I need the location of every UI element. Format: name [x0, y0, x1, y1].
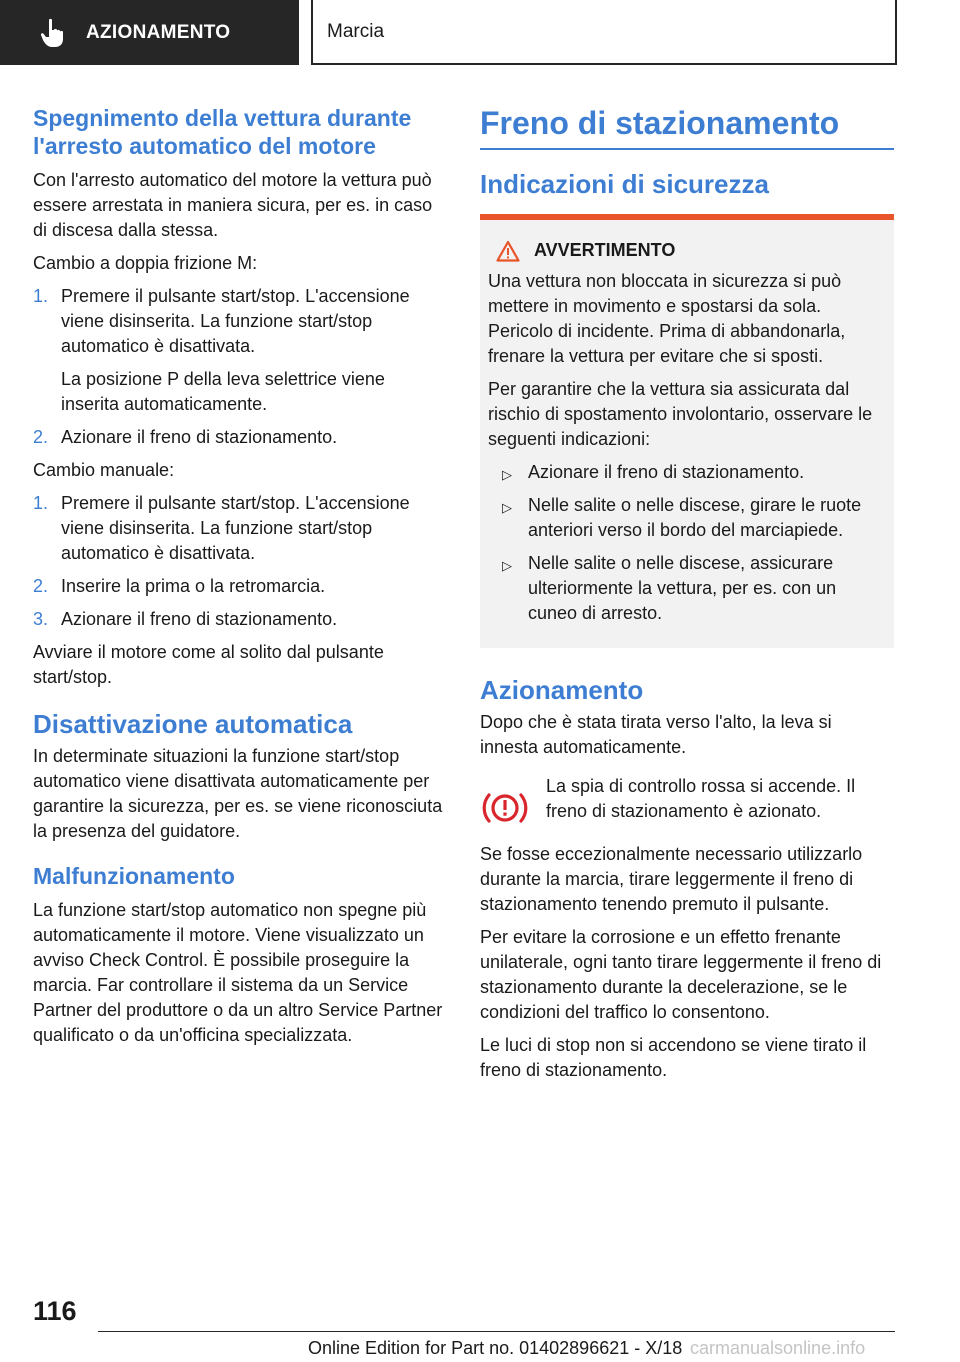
parking-brake-indicator-icon	[480, 790, 530, 826]
step-number: 2.	[33, 427, 49, 447]
page-number: 116	[33, 1296, 77, 1326]
warning-header	[488, 238, 886, 263]
step-number: 3.	[33, 609, 49, 629]
list-item	[33, 491, 447, 566]
indicator-text: La spia di controllo rossa si accende. Il freno di stazionamento è azionato.	[546, 776, 856, 821]
paragraph: Una vettura non bloccata in sicurezza si può mettere in movimento e spostarsi da sola. Pericolo di incidente. Prima di abbandonarla, frenare la vettura per evitare che si sposti.	[488, 271, 846, 366]
step-text: Azionare il freno di stazionamento.	[61, 427, 338, 447]
warning-list	[488, 460, 886, 626]
heading-freno: Freno di stazionamento	[480, 102, 894, 150]
list-item	[33, 425, 447, 450]
list-item	[502, 460, 886, 485]
list-item	[33, 574, 447, 599]
paragraph: Cambio a doppia frizione M:	[33, 253, 258, 273]
warning-triangle-icon	[496, 240, 520, 262]
section-label: AZIONAMENTO	[86, 21, 231, 43]
paragraph: Con l'arresto automatico del motore la vettura può essere arrestata in maniera sicura, per es. in caso di discesa dalla stessa.	[33, 170, 433, 240]
step-text: Inserire la prima o la retromarcia.	[61, 576, 326, 596]
warning-title: AVVERTIMENTO	[534, 240, 676, 260]
paragraph: In determinate situazioni la funzione start/stop automatico viene disattivata automaticamente per garantire la sicurezza, per es. se viene riconosciuta la presenza del guidatore.	[33, 746, 443, 841]
paragraph: Dopo che è stata tirata verso l'alto, la leva si innesta automaticamente.	[480, 712, 832, 757]
footer-edition: Online Edition for Part no. 01402896621 - X/18	[308, 1338, 683, 1358]
hand-pointer-icon	[40, 18, 66, 48]
list-item	[33, 284, 447, 417]
paragraph: Per garantire che la vettura sia assicurata dal rischio di spostamento involontario, osservare le seguenti indicazioni:	[488, 379, 873, 449]
step-number: 2.	[33, 576, 49, 596]
bullet-triangle-icon: ▷	[502, 500, 512, 515]
step-number: 1.	[33, 286, 49, 306]
steps-list-doppia	[33, 284, 447, 450]
section-tab	[0, 0, 299, 65]
step-text: Azionare il freno di stazionamento.	[61, 609, 338, 629]
paragraph: Se fosse eccezionalmente necessario utilizzarlo durante la marcia, tirare leggermente il freno di stazionamento tenendo premuto il pulsante.	[480, 844, 863, 914]
page-tab	[311, 0, 897, 65]
step-number: 1.	[33, 493, 49, 513]
heading-spegnimento: Spegnimento della vettura durante l'arresto automatico del motore	[33, 105, 412, 159]
bullet-triangle-icon: ▷	[502, 558, 512, 573]
page-label: Marcia	[327, 20, 385, 42]
paragraph: Avviare il motore come al solito dal pulsante start/stop.	[33, 642, 384, 687]
list-item	[502, 493, 886, 543]
step-text: Premere il pulsante start/stop. L'accensione viene disinserita. La funzione start/stop automatico è disattivata.	[61, 286, 410, 356]
step-text: Premere il pulsante start/stop. L'accensione viene disinserita. La funzione start/stop automatico è disattivata.	[61, 493, 410, 563]
paragraph: Le luci di stop non si accendono se viene tirato il freno di stazionamento.	[480, 1035, 867, 1080]
heading-azionamento: Azionamento	[480, 675, 644, 705]
bullet-triangle-icon: ▷	[502, 467, 512, 482]
right-column	[480, 102, 894, 1091]
paragraph: La funzione start/stop automatico non spegne più automaticamente il motore. Viene visualizzato un avviso Check Control. È possibile proseguire la marcia. Far controllare il sistema da un Service Partner del produttore o da un altro Service Partner qualificato o da un'officina specializzata.	[33, 900, 443, 1045]
paragraph: Cambio manuale:	[33, 460, 175, 480]
warning-box	[480, 214, 894, 648]
list-item	[502, 551, 886, 626]
watermark: carmanualsonline.info	[690, 1338, 866, 1358]
heading-indicazioni: Indicazioni di sicurezza	[480, 169, 769, 199]
paragraph: Per evitare la corrosione e un effetto frenante unilaterale, ogni tanto tirare leggermente il freno di stazionamento durante la decelerazione, se le condizioni del traffico lo consentono.	[480, 927, 882, 1022]
heading-malfunzionamento: Malfunzionamento	[33, 863, 235, 889]
list-item	[33, 607, 447, 632]
list-item-text: Nelle salite o nelle discese, assicurare ulteriormente la vettura, per es. con un cuneo di arresto.	[528, 553, 837, 623]
steps-list-manuale	[33, 491, 447, 632]
footer-divider	[98, 1331, 895, 1332]
list-item-text: Azionare il freno di stazionamento.	[528, 462, 805, 482]
left-column	[33, 100, 447, 1056]
list-item-text: Nelle salite o nelle discese, girare le ruote anteriori verso il bordo del marciapiede.	[528, 495, 862, 540]
heading-disattivazione: Disattivazione automatica	[33, 709, 353, 739]
step-subtext: La posizione P della leva selettrice viene inserita automaticamente.	[61, 369, 385, 414]
indicator-row	[480, 774, 894, 826]
